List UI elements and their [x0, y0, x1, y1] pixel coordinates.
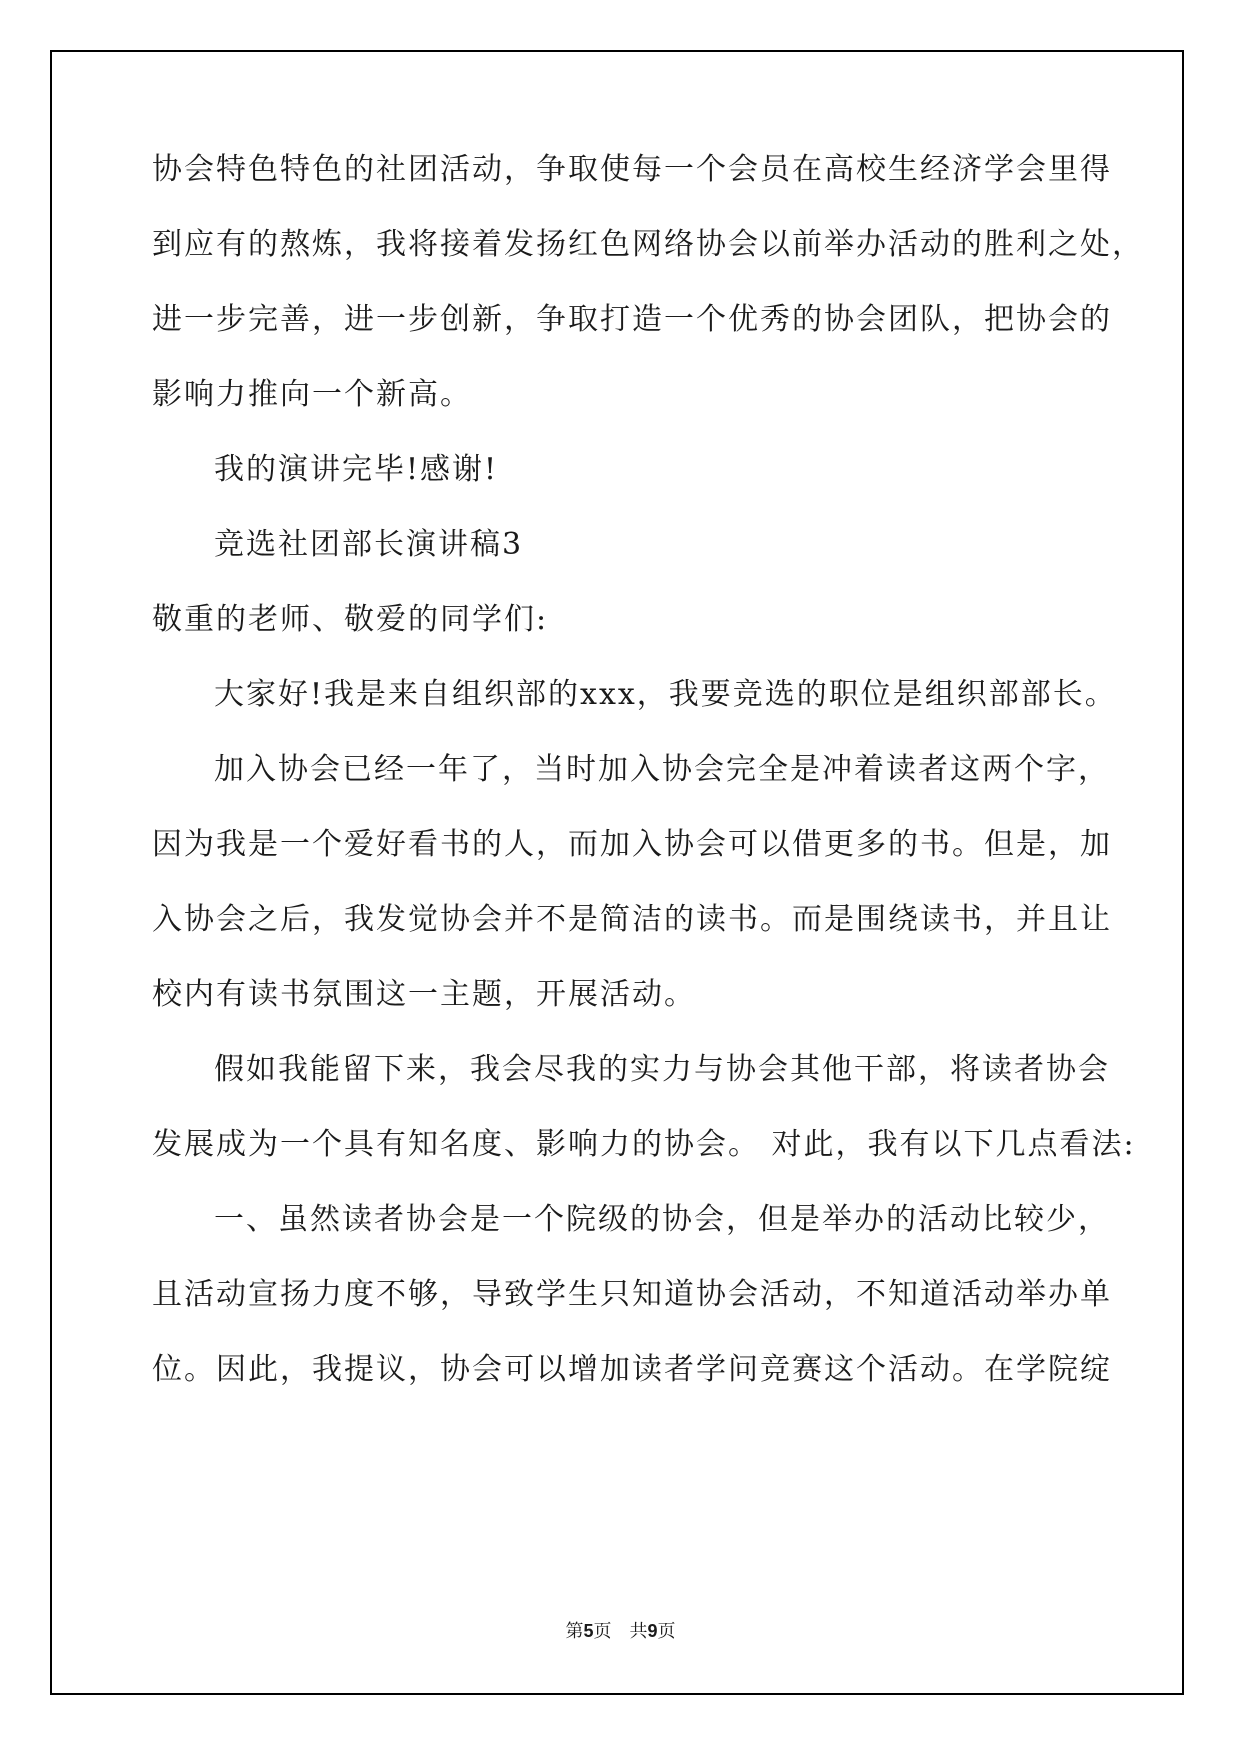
- page-footer: [0, 1617, 1241, 1643]
- page-prefix: 第: [565, 1621, 584, 1642]
- text-line: 协会特色特色的社团活动，争取使每一个会员在高校生经济学会里得: [152, 152, 1112, 187]
- text-line: 发展成为一个具有知名度、影响力的协会。 对此，我有以下几点看法:: [152, 1127, 1136, 1162]
- text-line: 到应有的熬炼，我将接着发扬红色网络协会以前举办活动的胜利之处，: [152, 227, 1144, 262]
- text-line: 影响力推向一个新高。: [152, 377, 472, 412]
- total-pages: 9: [647, 1621, 658, 1641]
- page-number: 5: [583, 1621, 594, 1641]
- total-suffix: 页: [657, 1621, 676, 1642]
- page-border: [50, 50, 1184, 1695]
- text-line: 进一步完善，进一步创新，争取打造一个优秀的协会团队，把协会的: [152, 302, 1112, 337]
- text-line: 加入协会已经一年了，当时加入协会完全是冲着读者这两个字，: [214, 752, 1110, 787]
- text-line: 我的演讲完毕!感谢!: [214, 452, 499, 487]
- text-line: 大家好!我是来自组织部的xxx，我要竞选的职位是组织部部长。: [214, 677, 1117, 712]
- page-suffix: 页: [593, 1621, 612, 1642]
- total-prefix: 共: [629, 1621, 648, 1642]
- text-line: 位。因此，我提议，协会可以增加读者学问竞赛这个活动。在学院绽: [152, 1352, 1112, 1387]
- salutation: 敬重的老师、敬爱的同学们:: [152, 602, 549, 637]
- text-line: 一、虽然读者协会是一个院级的协会，但是举办的活动比较少，: [214, 1202, 1110, 1237]
- text-line: 入协会之后，我发觉协会并不是简洁的读书。而是围绕读书，并且让: [152, 902, 1112, 937]
- section-heading: 竞选社团部长演讲稿3: [214, 527, 524, 562]
- text-line: 校内有读书氛围这一主题，开展活动。: [152, 977, 696, 1012]
- text-line: 因为我是一个爱好看书的人，而加入协会可以借更多的书。但是，加: [152, 827, 1112, 862]
- text-line: 且活动宣扬力度不够，导致学生只知道协会活动，不知道活动举办单: [152, 1277, 1112, 1312]
- text-line: 假如我能留下来，我会尽我的实力与协会其他干部，将读者协会: [214, 1052, 1110, 1087]
